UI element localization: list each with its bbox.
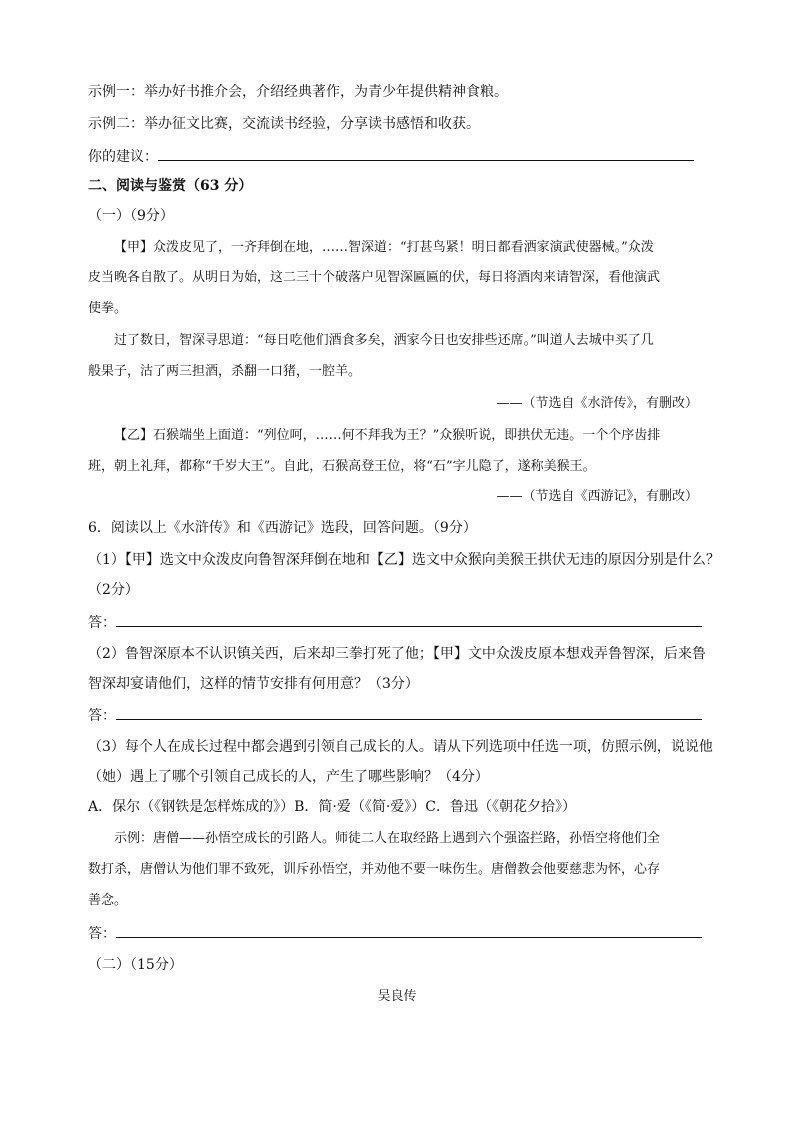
example-2: 示例二：举办征文比赛，交流读书经验，分享读书感悟和收获。	[88, 116, 480, 132]
example-1: 示例一：举办好书推介会，介绍经典著作，为青少年提供精神食粮。	[88, 84, 508, 100]
answer-line-2	[88, 705, 702, 726]
question-6-1-line1: （1）【甲】选文中众泼皮向鲁智深拜倒在地和【乙】选文中众猴向美猴王拱伏无违的原因分别是什么？	[88, 552, 720, 568]
yi-line2: 班，朝上礼拜，都称“千岁大王”。自此，石猴高登王位，将“石”字儿隐了，遂称美猴王。	[88, 459, 596, 474]
question-6-2-line1: （2）鲁智深原本不认识镇关西，后来却三拳打死了他；【甲】文中众泼皮原本想戏弄鲁智深，后来鲁	[88, 646, 706, 662]
answer-label: 答：	[88, 615, 116, 631]
suggestion-answer-blank[interactable]	[158, 146, 694, 161]
answer-blank-1[interactable]	[116, 612, 702, 627]
question-6-2-line2: 智深却宴请他们，这样的情节安排有何用意？（3分）	[88, 676, 419, 692]
jia-para1-line1: 【甲】众泼皮见了，一齐拜倒在地，……智深道：“打甚鸟紧！明日都看洒家演武使器械。”众泼	[114, 240, 654, 255]
passage-title: 吴良传	[377, 989, 417, 1004]
section-heading: 二、阅读与鉴赏（63 分）	[88, 178, 253, 194]
answer-line-1	[88, 612, 702, 633]
answer-blank-3[interactable]	[116, 923, 702, 938]
options-line: A．保尔（《钢铁是怎样炼成的》）B．简·爱（《简·爱》）C．鲁迅（《朝花夕拾》）	[88, 799, 577, 815]
example-line2: 数打杀，唐僧认为他们罪不致死，训斥孙悟空，并劝他不要一味伤生。唐僧教会他要慈悲为怀，心存	[88, 862, 661, 877]
jia-para1-line2: 皮当晚各自散了。从明日为始，这二三十个破落户见智深匾匾的伏，每日将酒肉来请智深，看他演武	[88, 270, 661, 285]
answer-label: 答：	[88, 926, 116, 942]
question-6-3-line1: （3）每个人在成长过程中都会遇到引领自己成长的人。请从下列选项中任选一项，仿照示例，说说他	[88, 739, 713, 755]
part2-label: （二）（15分）	[88, 957, 183, 973]
jia-para1-line3: 使拳。	[88, 301, 128, 316]
jia-para2-line2: 般果子，沽了两三担酒，杀翻一口猪，一腔羊。	[88, 364, 362, 379]
suggestion-line	[88, 146, 694, 167]
jia-source: ——（节选自《水浒传》，有删改）	[496, 396, 698, 411]
answer-blank-2[interactable]	[116, 705, 702, 720]
answer-label: 答：	[88, 708, 116, 724]
part1-label: （一）（9分）	[88, 208, 174, 224]
example-line1: 示例：唐僧——孙悟空成长的引路人。师徒二人在取经路上遇到六个强盗拦路，孙悟空将他们全	[114, 831, 661, 846]
question-6: 6．阅读以上《水浒传》和《西游记》选段，回答问题。（9分）	[88, 520, 477, 536]
suggestion-label: 你的建议：	[88, 149, 158, 165]
question-6-1-line2: （2分）	[88, 582, 139, 598]
answer-line-3	[88, 923, 702, 944]
yi-source: ——（节选自《西游记》，有删改）	[496, 489, 698, 504]
jia-para2-line1: 过了数日，智深寻思道：“每日吃他们酒食多矣，洒家今日也安排些还席。”叫道人去城中买了几	[114, 333, 654, 348]
question-6-3-line2: （她）遇上了哪个引领自己成长的人，产生了哪些影响？（4分）	[88, 769, 489, 785]
yi-line1: 【乙】石猴端坐上面道：“列位呵，……何不拜我为王？”众猴听说，即拱伏无违。一个个序齿排	[114, 428, 661, 443]
example-line3: 善念。	[88, 893, 128, 908]
